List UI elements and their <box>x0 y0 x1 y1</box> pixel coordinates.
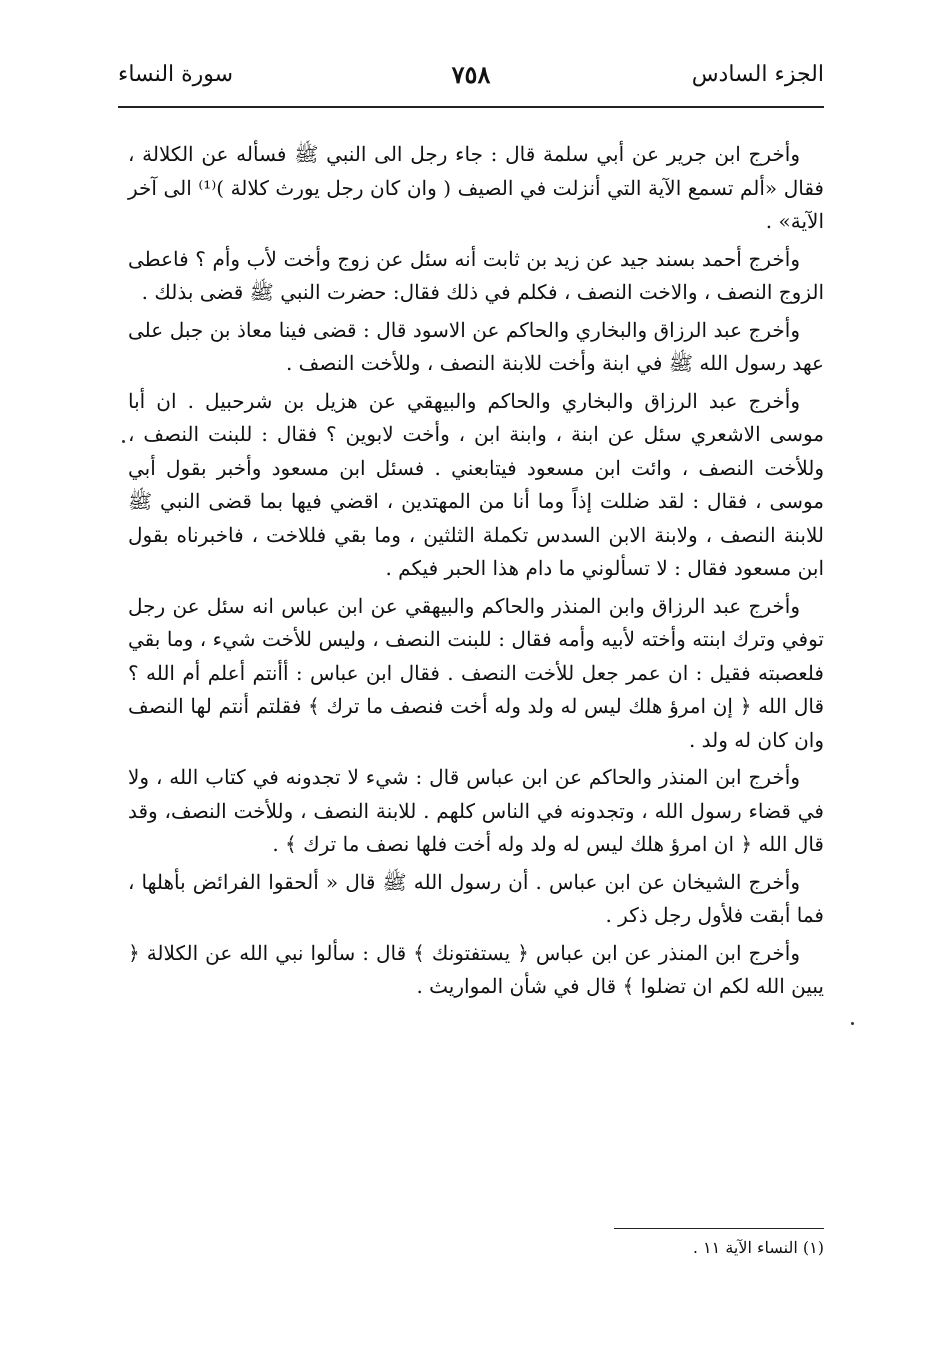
paragraph: وأخرج ابن المنذر عن ابن عباس ﴿ يستفتونك ﴾ قال : سألوا نبي الله عن الكلالة ﴿ يبين الله لكم ان تضلوا ﴾ قال في شأن المواريث . <box>128 940 824 998</box>
paragraph: وأخرج عبد الرزاق والبخاري والحاكم والبيهقي عن هزيل بن شرحبيل . ان أبا موسى الاشعري سئل عن ابنة ، وابنة ابن ، وأخت لابوين ؟ فقال : للبنت النصف ، وللأخت النصف ، وائت ابن مسعود فيتابعني . فسئل ابن مسعود وأخبر بقول أبي موسى ، فقال : لقد ضللت إذاً وما أنا من المهتدين ، اقضي فيها بما قضى النبي ﷺ للابنة النصف ، ولابنة الابن السدس تكملة الثلثين ، وما بقي فللاخت ، فاخبرناه بقول ابن مسعود فقال : لا تسألوني ما دام هذا الحبر فيكم . <box>128 388 824 580</box>
paragraph: وأخرج الشيخان عن ابن عباس . أن رسول الله ﷺ قال « ألحقوا الفرائض بأهلها ، فما أبقت فلأول رجل ذكر . <box>128 869 824 927</box>
scan-speck <box>851 1022 854 1025</box>
page-number: ٧٥٨ <box>451 60 491 89</box>
footnote-divider <box>614 1228 824 1229</box>
surah-title: سورة النساء <box>118 62 234 87</box>
main-text <box>128 138 824 1008</box>
paragraph: وأخرج أحمد بسند جيد عن زيد بن ثابت أنه سئل عن زوج وأخت لأب وأم ؟ فاعطى الزوج النصف ، والاخت النصف ، فكلم في ذلك فقال: حضرت النبي ﷺ قضى بذلك . <box>128 246 824 304</box>
scan-speck <box>122 440 125 443</box>
paragraph: وأخرج ابن المنذر والحاكم عن ابن عباس قال : شيء لا تجدونه في كتاب الله ، ولا في قضاء رسول الله ، وتجدونه في الناس كلهم . للابنة النصف ، وللأخت النصف، وقد قال الله ﴿ ان امرؤ هلك ليس له ولد وله أخت فلها نصف ما ترك ﴾ . <box>128 765 824 856</box>
footnote: (١) النساء الآية ١١ . <box>692 1238 824 1257</box>
paragraph: وأخرج عبد الرزاق والبخاري والحاكم عن الاسود قال : قضى فينا معاذ بن جبل على عهد رسول الله ﷺ في ابنة وأخت للابنة النصف ، وللأخت النصف . <box>128 317 824 375</box>
header-divider <box>118 106 824 108</box>
paragraph: وأخرج ابن جرير عن أبي سلمة قال : جاء رجل الى النبي ﷺ فسأله عن الكلالة ، فقال «ألم تسمع الآية التي أنزلت في الصيف ( وان كان رجل يورث كلالة )⁽¹⁾ الى آخر الآية» . <box>128 142 824 233</box>
part-title: الجزء السادس <box>691 62 824 87</box>
paragraph: وأخرج عبد الرزاق وابن المنذر والحاكم والبيهقي عن ابن عباس انه سئل عن رجل توفي وترك ابنته وأخته لأبيه وأمه فقال : للبنت النصف ، وليس للأخت شيء ، وما بقي فلعصبته فقيل : ان عمر جعل للأخت النصف . فقال ابن عباس : أأنتم أعلم أم الله ؟ قال الله ﴿ إن امرؤ هلك ليس له ولد وله أخت فنصف ما ترك ﴾ فقلتم أنتم لها النصف وان كان له ولد . <box>128 593 824 752</box>
page-header <box>118 58 824 108</box>
